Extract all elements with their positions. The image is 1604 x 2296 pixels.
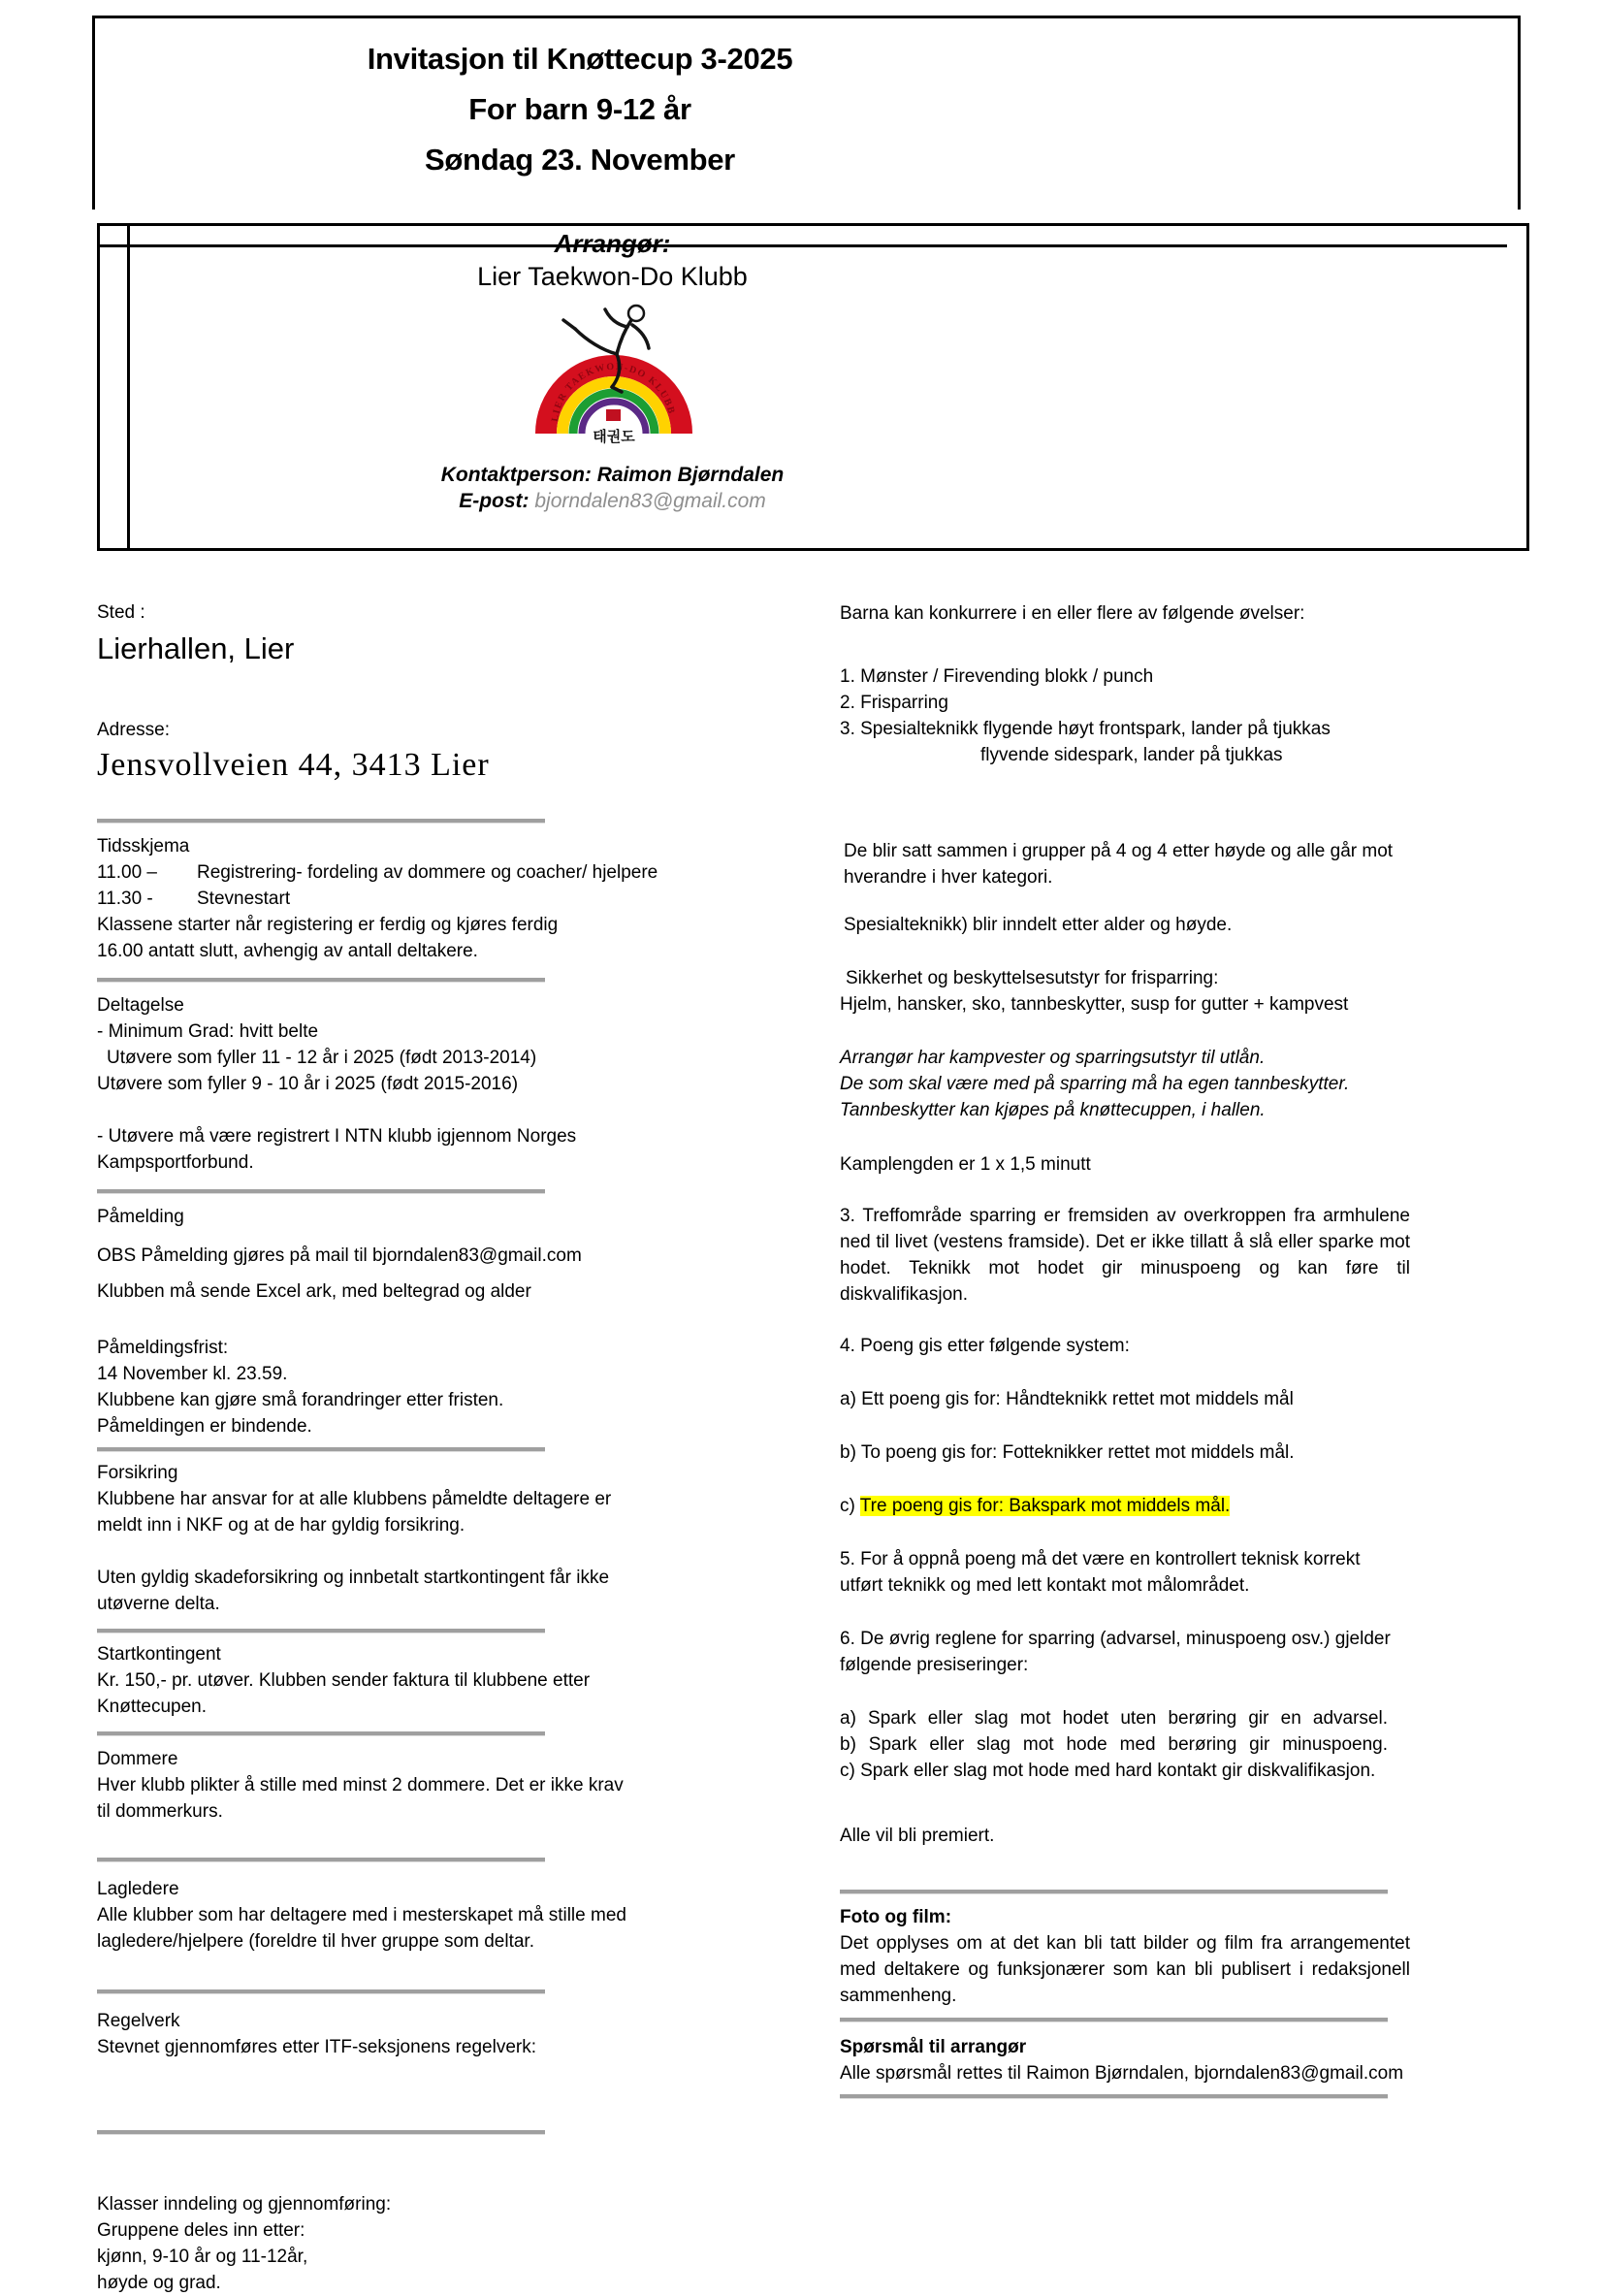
warning-b-line: b) Spark eller slag mot hode med berøring gir minuspoeng. (840, 1734, 1388, 1755)
rule-5-para: 5. For å oppnå poeng må det være en kontrollert teknisk korrekt utført teknikk og med lett kontakt mot målområdet. (840, 1549, 1361, 1596)
logo-emblem (606, 409, 621, 421)
forsikring-para: Uten gyldig skadeforsikring og innbetalt startkontingent får ikke utøverne delta. (97, 1568, 610, 1614)
sporsmal-title: Spørsmål til arrangør (840, 2037, 1027, 2057)
klasser-title: Klasser inndeling og gjennomføring: (97, 2194, 392, 2215)
tidsskjema-time: 11.00 – (97, 862, 157, 883)
foto-og-film-para: Det opplyses om at det kan bli tatt bilder og film fra arrangementet med deltakere og funksjonærer som kan bli publisert i redaksjonell sammenheng. (840, 1933, 1410, 2006)
tidsskjema-note: Klassene starter når registering er ferdig og kjøres ferdig (97, 915, 559, 935)
rule-6-para: 6. De øvrig reglene for sparring (advarsel, minuspoeng osv.) gjelder følgende presiseringer: (840, 1629, 1391, 1675)
tidsskjema-row (97, 886, 679, 912)
club-name: Lier Taekwon-Do Klubb (477, 262, 748, 291)
exercise-item: 3. Spesialteknikk flygende høyt frontspark, lander på tjukkas (840, 719, 1331, 739)
contact-email-line (130, 490, 1095, 513)
section-divider (97, 1189, 545, 1194)
sted-value: Lierhallen, Lier (97, 631, 295, 665)
dommere-para: Hver klubb plikter å stille med minst 2 dommere. Det er ikke krav til dommerkurs. (97, 1775, 624, 1822)
left-column (97, 592, 679, 2296)
point-c-prefix: c) (840, 1496, 860, 1516)
title-line-3: Søndag 23. November (425, 143, 735, 177)
deltagelse-title: Deltagelse (97, 995, 184, 1016)
point-c-highlighted-text: Tre poeng gis for: Bakspark mot middels mål. (859, 1496, 1231, 1516)
pamelding-mail-line: OBS Påmelding gjøres på mail til bjorndalen83@gmail.com (97, 1245, 582, 1266)
klasser-line: Gruppene deles inn etter: (97, 2220, 305, 2241)
section-divider (97, 1858, 545, 1862)
section-divider (97, 978, 545, 983)
section-divider (97, 1989, 545, 1994)
taekwondo-club-logo-icon (527, 298, 699, 453)
section-divider (97, 1731, 545, 1736)
contact-person: Kontaktperson: Raimon Bjørndalen (440, 464, 785, 486)
point-b-line: b) To poeng gis for: Fotteknikker rettet mot middels mål. (840, 1442, 1295, 1463)
section-divider (97, 819, 545, 824)
foto-og-film-title: Foto og film: (840, 1907, 952, 1927)
organizer-box (97, 223, 1529, 551)
deltagelse-line: Utøvere som fyller 11 - 12 år i 2025 (født 2013-2014) (107, 1048, 537, 1068)
email-label: E-post: (459, 490, 529, 512)
exercise-item: 2. Frisparring (840, 693, 948, 713)
section-divider (97, 1447, 545, 1452)
deltagelse-line: - Minimum Grad: hvitt belte (97, 1021, 319, 1042)
exercise-item: 1. Mønster / Firevending blokk / punch (840, 666, 1154, 687)
organizer-content (130, 226, 1095, 513)
loan-line: Tannbeskytter kan kjøpes på knøttecuppen, i hallen. (840, 1100, 1266, 1120)
warning-a-line: a) Spark eller slag mot hodet uten berøring gir en advarsel. (840, 1708, 1388, 1729)
section-divider (840, 1890, 1388, 1894)
sted-label: Sted : (97, 602, 145, 623)
dommere-title: Dommere (97, 1749, 178, 1769)
title-line-2: For barn 9-12 år (468, 92, 691, 126)
forsikring-title: Forsikring (97, 1463, 178, 1483)
logo-korean-text: 태권도 (592, 429, 635, 445)
rule-3-para: 3. Treffområde sparring er fremsiden av overkroppen fra armhulene ned til livet (vestens framside). Det er ikke tillatt å slå eller sparke mot hodet. Teknikk mot hodet gir minuspoeng og kan føre til diskvalifikasjon. (840, 1206, 1410, 1305)
pameldingsfrist-note: Påmeldingen er bindende. (97, 1416, 312, 1437)
forsikring-para: Klubbene har ansvar for at alle klubbens påmeldte deltagere er meldt inn i NKF og at de har gyldig forsikring. (97, 1489, 612, 1536)
tidsskjema-desc: Stevnestart (197, 889, 291, 909)
section-divider (840, 2018, 1388, 2022)
sporsmal-para: Alle spørsmål rettes til Raimon Bjørndalen, bjorndalen83@gmail.com (840, 2063, 1404, 2084)
startkontingent-para: Kr. 150,- pr. utøver. Klubben sender faktura til klubbene etter Knøttecupen. (97, 1670, 591, 1717)
pamelding-title: Påmelding (97, 1207, 184, 1227)
pameldingsfrist-title: Påmeldingsfrist: (97, 1338, 229, 1358)
exercises-intro: Barna kan konkurrere i en eller flere av følgende øvelser: (840, 603, 1305, 624)
right-column (840, 592, 1412, 2099)
deltagelse-line: Utøvere som fyller 9 - 10 år i 2025 (født 2015-2016) (97, 1074, 519, 1094)
klasser-line: høyde og grad. (97, 2273, 221, 2293)
warning-c-line: c) Spark eller slag mot hode med hard kontakt gir diskvalifikasjon. (840, 1761, 1376, 1781)
regelverk-para: Stevnet gjennomføres etter ITF-seksjonens regelverk: (97, 2037, 537, 2057)
pamelding-excel-line: Klubben må sende Excel ark, med beltegrad og alder (97, 1281, 531, 1302)
point-c-line (840, 1493, 1412, 1519)
premiert-line: Alle vil bli premiert. (840, 1826, 995, 1846)
pameldingsfrist-note: Klubbene kan gjøre små forandringer etter fristen. (97, 1390, 504, 1410)
section-divider (97, 2130, 545, 2135)
tidsskjema-row (97, 859, 679, 886)
groups-para: De blir satt sammen i grupper på 4 og 4 etter høyde og alle går mot hverandre i hver kategori. (844, 841, 1394, 888)
startkontingent-title: Startkontingent (97, 1644, 221, 1665)
loan-line: De som skal være med på sparring må ha egen tannbeskytter. (840, 1074, 1350, 1094)
document-title (95, 18, 1065, 185)
organizer-label: Arrangør: (554, 229, 671, 258)
spesialteknikk-para: Spesialteknikk) blir inndelt etter alder og høyde. (844, 915, 1233, 935)
tidsskjema-title: Tidsskjema (97, 836, 190, 857)
exercise-item-continuation: flyvende sidespark, lander på tjukkas (980, 745, 1283, 765)
title-box (92, 16, 1521, 210)
title-line-1: Invitasjon til Knøttecup 3-2025 (367, 42, 793, 76)
tidsskjema-desc: Registrering- fordeling av dommere og coacher/ hjelpere (197, 862, 658, 883)
adresse-label: Adresse: (97, 720, 170, 740)
safety-title: Sikkerhet og beskyttelsesutstyr for frisparring: (846, 968, 1219, 988)
section-divider (97, 1629, 545, 1633)
regelverk-title: Regelverk (97, 2011, 180, 2031)
loan-line: Arrangør har kampvester og sparringsutstyr til utlån. (840, 1048, 1266, 1068)
klasser-line: kjønn, 9-10 år og 11-12år, (97, 2247, 308, 2267)
email-address: bjorndalen83@gmail.com (534, 490, 766, 512)
rule-4-para: 4. Poeng gis etter følgende system: (840, 1336, 1130, 1356)
adresse-value: Jensvollveien 44, 3413 Lier (97, 747, 490, 783)
section-divider (840, 2094, 1388, 2099)
lagledere-para: Alle klubber som har deltagere med i mesterskapet må stille med lagledere/hjelpere (foreldre til hver gruppe som deltar. (97, 1905, 626, 1952)
lagledere-title: Lagledere (97, 1879, 179, 1899)
pameldingsfrist-date: 14 November kl. 23.59. (97, 1364, 288, 1384)
logo-arc-text: LIER TAEKWON-DO KLUBB (549, 361, 677, 423)
safety-equipment-line: Hjelm, hansker, sko, tannbeskytter, susp for gutter + kampvest (840, 994, 1349, 1015)
kamplengde-line: Kamplengden er 1 x 1,5 minutt (840, 1154, 1091, 1175)
tidsskjema-note: 16.00 antatt slutt, avhengig av antall deltakere. (97, 941, 478, 961)
tidsskjema-time: 11.30 - (97, 889, 153, 909)
point-a-line: a) Ett poeng gis for: Håndteknikk rettet mot middels mål (840, 1389, 1294, 1409)
deltagelse-registrering: - Utøvere må være registrert I NTN klubb igjennom Norges Kampsportforbund. (97, 1126, 577, 1173)
